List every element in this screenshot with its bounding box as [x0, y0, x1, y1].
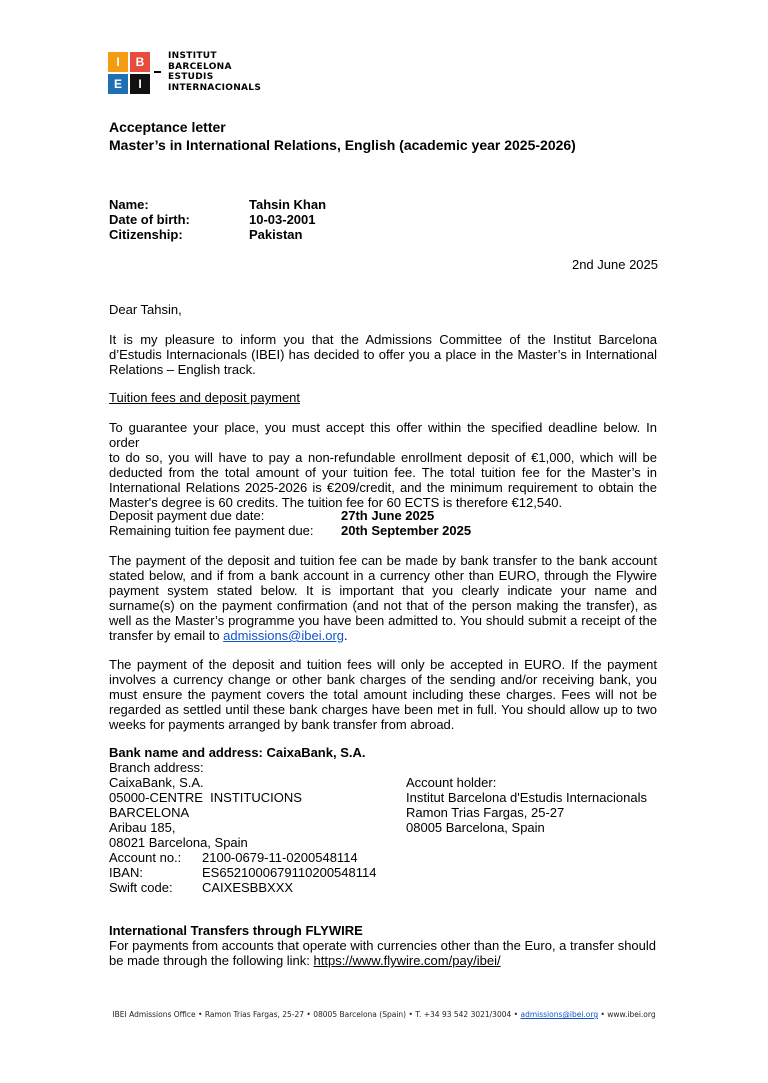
footer-email-link[interactable]: admissions@ibei.org — [520, 1010, 599, 1019]
account-number: Account no.: 2100-0679-11-0200548114 — [109, 850, 358, 865]
flywire-link[interactable]: https://www.flywire.com/pay/ibei/ — [313, 953, 501, 968]
info-row-name: Name: Tahsin Khan — [109, 197, 327, 212]
logo-cell-b: B — [130, 52, 150, 72]
page-footer: IBEI Admissions Office • Ramon Trias Fargas, 25-27 • 08005 Barcelona (Spain) • T. +34 93 542 3021/3004 • admissions@ibei.org • www.ibei.org — [112, 1010, 656, 1019]
tuition-paragraph: To guarantee your place, you must accept this offer within the specified deadline below. In order to do so, you will have to pay a non-refundable enrollment deposit of €1,000, which will be deducted from the total amount of your tuition fee. The total tuition fee for the Master’s in International Relations 2025-2026 is €209/credit, and the minimum requirement to obtain the Master's degree is 60 credits. The tuition fee for 60 ECTS is therefore €12,540. — [109, 420, 657, 510]
logo-wordmark: INSTITUT BARCELONA ESTUDIS INTERNACIONALS — [168, 51, 262, 93]
logo-dash — [154, 71, 161, 73]
personal-info — [109, 197, 326, 242]
logo-cell-i2: I — [130, 74, 150, 94]
title-line-1: Acceptance letter — [109, 119, 226, 135]
deadline-remaining: Remaining tuition fee payment due: 20th September 2025 — [109, 523, 472, 538]
iban: IBAN: ES6521000679110200548114 — [109, 865, 377, 880]
info-row-dob: Date of birth: 10-03-2001 — [109, 212, 316, 227]
intro-paragraph: It is my pleasure to inform you that the Admissions Committee of the Institut Barcelona d’Estudis Internacionals (IBEI) has decided to offer you a place in the Master’s in International Relations – English track. — [109, 332, 657, 377]
tuition-heading: Tuition fees and deposit payment — [109, 390, 301, 405]
logo-cell-i: I — [108, 52, 128, 72]
letter-date: 2nd June 2025 — [571, 257, 658, 272]
flywire-section: International Transfers through FLYWIRE For payments from accounts that operate with currencies other than the Euro, a transfer should be made through the following link: https://www.flywire.com/pay/ibei/ — [109, 923, 657, 968]
deadline-deposit: Deposit payment due date: 27th June 2025 — [109, 508, 435, 523]
info-row-citizenship: Citizenship: Pakistan — [109, 227, 303, 242]
title-line-2: Master’s in International Relations, English (academic year 2025-2026) — [109, 137, 576, 153]
account-holder: Account holder: Institut Barcelona d'Estudis Internacionals Ramon Trias Fargas, 25-27 08005 Barcelona, Spain — [406, 775, 647, 835]
logo-cell-e: E — [108, 74, 128, 94]
ibei-logo — [108, 52, 268, 98]
payment-paragraph: The payment of the deposit and tuition fee can be made by bank transfer to the bank account stated below, and if from a bank account in a currency other than EURO, through the Flywire payment system stated below. It is important that you clearly indicate your name and surname(s) on the payment confirmation (and not that of the person making the transfer), as well as the Master’s programme you have been admitted to. You should submit a receipt of the transfer by email to admissions@ibei.org. — [109, 553, 657, 643]
logo-mark — [108, 52, 150, 94]
payment-deadlines — [109, 508, 471, 538]
letter-title — [109, 118, 576, 154]
bank-heading: Bank name and address: CaixaBank, S.A. — [109, 745, 366, 760]
bank-details: Bank name and address: CaixaBank, S.A. Branch address: CaixaBank, S.A. 05000-CENTRE INSTITUCIONS BARCELONA Aribau 185, 08021 Barcelona, Spain Account no.: 2100-0679-11-0200548114 IBAN: ES6521000679110200548114 Swift code: CAIXESBBXXX — [109, 745, 377, 895]
admissions-email-link[interactable]: admissions@ibei.org — [223, 628, 345, 643]
swift-code: Swift code: CAIXESBBXXX — [109, 880, 294, 895]
flywire-heading: International Transfers through FLYWIRE — [109, 923, 363, 938]
euro-paragraph: The payment of the deposit and tuition fees will only be accepted in EURO. If the payment involves a currency change or other bank charges of the sending and/or receiving bank, you must ensure the payment covers the total amount including these charges. Fees will not be regarded as settled until these bank charges have been met in full. You should allow up to two weeks for payments arranged by bank transfer from abroad. — [109, 657, 657, 732]
greeting: Dear Tahsin, — [109, 302, 182, 317]
